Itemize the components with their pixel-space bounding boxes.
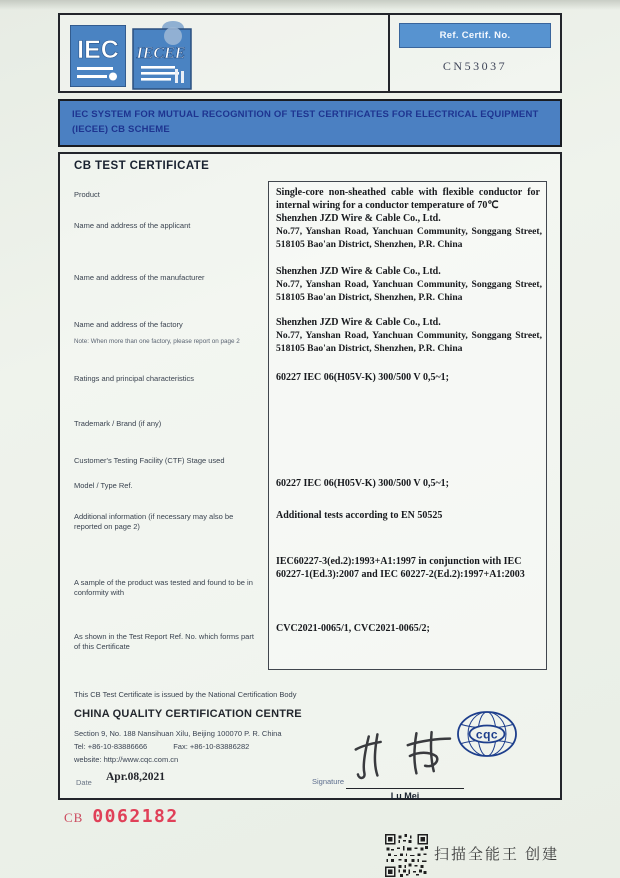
value-conformity: IEC60227-3(ed.2):1993+A1:1997 in conjunction with IEC 60227-1(Ed.3):2007 and IEC 60227-2(Ed.2):1997+A1:2003	[276, 556, 525, 581]
issued-by-statement: This CB Test Certificate is issued by the National Certification Body	[74, 690, 297, 699]
qr-code-icon	[385, 834, 428, 877]
label-test-report: As shown in the Test Report Ref. No. which forms part of this Certificate	[74, 632, 254, 652]
camscanner-watermark: 扫描全能王 创建	[434, 846, 560, 863]
signature-line	[346, 788, 464, 789]
scheme-banner-text: IEC SYSTEM FOR MUTUAL RECOGNITION OF TEST CERTIFICATES FOR ELECTRICAL EQUIPMENT (IECEE) CB SCHEME	[72, 109, 539, 135]
ncb-fax: Fax: +86-10-83886282	[173, 742, 250, 751]
iecee-logo-text: IECEE	[136, 45, 186, 62]
iecee-logo-icon	[133, 22, 191, 90]
value-product: Single-core non-sheathed cable with flexible conductor for internal wiring for a conductor temperature of 70℃	[276, 187, 540, 212]
date-label: Date	[76, 778, 92, 787]
cqc-logo-text: cqc	[475, 727, 499, 742]
value-applicant-name: Shenzhen JZD Wire & Cable Co., Ltd.	[276, 213, 441, 224]
certificate-title: CB TEST CERTIFICATE	[74, 160, 210, 172]
value-manufacturer-address: No.77, Yanshan Road, Yanchuan Community, Songgang Street, 518105 Bao'an District, Shenzhen, P.R. China	[276, 279, 542, 303]
cb-number: 0062182	[92, 806, 179, 827]
handwritten-signature	[342, 730, 467, 782]
value-factory-name: Shenzhen JZD Wire & Cable Co., Ltd.	[276, 317, 441, 328]
value-factory-address: No.77, Yanshan Road, Yanchuan Community, Songgang Street, 518105 Bao'an District, Shenzhen, P.R. China	[276, 330, 542, 354]
label-ctf: Customer's Testing Facility (CTF) Stage used	[74, 456, 225, 465]
certificate-body	[58, 152, 562, 800]
ncb-address: Section 9, No. 188 Nansihuan Xilu, Beijing 100070 P. R. China	[74, 729, 282, 738]
ref-certif-label: Ref. Certif. No.	[399, 23, 551, 48]
cb-prefix: CB	[64, 810, 84, 825]
label-applicant: Name and address of the applicant	[74, 221, 191, 230]
ncb-website: website: http://www.cqc.com.cn	[74, 755, 179, 764]
signatory-name: Lu Mei	[390, 791, 420, 801]
label-factory-note: Note: When more than one factory, please report on page 2	[74, 338, 240, 345]
value-test-report: CVC2021-0065/1, CVC2021-0065/2;	[276, 623, 430, 634]
label-trademark: Trademark / Brand (if any)	[74, 419, 162, 428]
label-conformity: A sample of the product was tested and found to be in conformity with	[74, 578, 253, 598]
label-factory: Name and address of the factory	[74, 320, 183, 329]
scheme-banner	[58, 99, 562, 147]
header-logos-cell	[60, 15, 390, 91]
value-applicant-address: No.77, Yanshan Road, Yanchuan Community, Songgang Street, 518105 Bao'an District, Shenzhen, P.R. China	[276, 226, 542, 250]
values-box	[268, 181, 547, 670]
cqc-logo-icon	[456, 710, 518, 758]
label-ratings: Ratings and principal characteristics	[74, 374, 195, 383]
label-manufacturer: Name and address of the manufacturer	[74, 273, 205, 282]
ncb-name: CHINA QUALITY CERTIFICATION CENTRE	[74, 708, 302, 720]
ref-certif-number: CN53037	[442, 59, 508, 73]
value-model: 60227 IEC 06(H05V-K) 300/500 V 0,5~1;	[276, 478, 449, 489]
header-box	[58, 13, 562, 93]
date-value: Apr.08,2021	[106, 771, 165, 783]
iec-logo-text: IEC	[77, 36, 119, 64]
value-additional: Additional tests according to EN 50525	[276, 510, 443, 521]
label-additional: Additional information (if necessary may also be reported on page 2)	[74, 512, 234, 532]
ncb-contact	[74, 742, 249, 751]
iec-logo-icon	[70, 25, 126, 87]
label-model: Model / Type Ref.	[74, 481, 133, 490]
ncb-tel: Tel: +86-10-83886666	[74, 742, 148, 751]
label-product: Product	[74, 190, 100, 199]
value-manufacturer-name: Shenzhen JZD Wire & Cable Co., Ltd.	[276, 266, 441, 277]
value-ratings: 60227 IEC 06(H05V-K) 300/500 V 0,5~1;	[276, 372, 449, 383]
ref-certif-cell	[390, 15, 560, 91]
cb-certificate-number	[64, 806, 179, 827]
signature-label: Signature	[312, 777, 345, 786]
